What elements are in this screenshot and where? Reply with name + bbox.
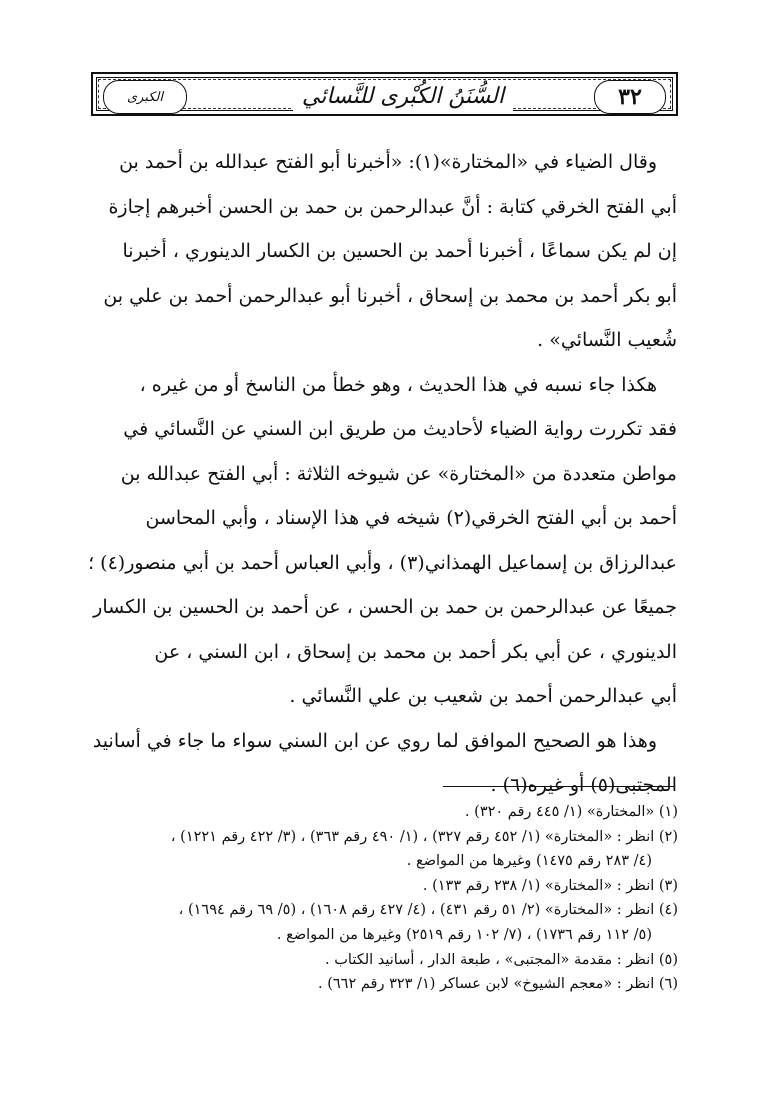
- footnotes: [86, 800, 678, 997]
- footnote-2-cont: (٤/ ٢٨٣ رقم ١٤٧٥) وغيرها من المواضع .: [406, 853, 652, 870]
- paragraph-2: [88, 363, 677, 719]
- text-line: وقال الضياء في «المختارة»(١): «أخبرنا أبو الفتح عبدالله بن أحمد بن: [119, 151, 657, 173]
- running-title: السُّنَنُ الكُبْرى للنَّسائي: [293, 80, 513, 112]
- book-emblem: [103, 80, 187, 114]
- footnote-4-cont: (٥/ ١١٢ رقم ١٧٣٦) ، (٧/ ١٠٢ رقم ٢٥١٩) وغيرها من المواضع .: [276, 926, 652, 943]
- text-line: شُعيب النَّسائي» .: [537, 329, 677, 351]
- footnote-5: (٥) انظر : مقدمة «المجتبى» ، طبعة الدار ، أسانيد الكتاب .: [325, 951, 678, 968]
- text-line: أبو بكر أحمد بن محمد بن إسحاق ، أخبرنا أبو عبدالرحمن أحمد بن علي بن: [103, 284, 677, 307]
- footnote-1: (١) «المختارة» (١/ ٤٤٥ رقم ٣٢٠) .: [464, 804, 678, 820]
- text-line: وهذا هو الصحيح الموافق لما روي عن ابن السني سواء ما جاء في أسانيد: [92, 729, 657, 752]
- text-line: مواطن متعددة من «المختارة» عن شيوخه الثلاثة : أبي الفتح عبدالله بن: [120, 462, 677, 485]
- paragraph-1: [88, 140, 677, 363]
- footnote-4: (٤) انظر : «المختارة» (٢/ ٥١ رقم ٤٣١) ، (٤/ ٤٢٧ رقم ١٦٠٨) ، (٥/ ٦٩ رقم ١٦٩٤) ،: [178, 902, 678, 919]
- text-line: المجتبى(٥) أو غيره(٦) .: [490, 774, 677, 796]
- page-header: [91, 72, 678, 116]
- footnote-2: (٢) انظر : «المختارة» (١/ ٤٥٢ رقم ٣٢٧) ، (١/ ٤٩٠ رقم ٣٦٣) ، (٣/ ٤٢٢ رقم ١٢٢١) ،: [170, 828, 678, 845]
- text-line: عبدالرزاق بن إسماعيل الهمذاني(٣) ، وأبي العباس أحمد بن أبي منصور(٤) ؛: [88, 551, 677, 574]
- page-number: ٣٢: [594, 80, 666, 114]
- text-line: جميعًا عن عبدالرحمن بن حمد بن الحسن ، عن أحمد بن الحسين بن الكسار: [93, 596, 677, 618]
- footnote-3: (٣) انظر : «المختارة» (١/ ٢٣٨ رقم ١٣٣) .: [422, 877, 678, 894]
- text-line: الدينوري ، عن أبي بكر أحمد بن محمد بن إسحاق ، ابن السني ، عن: [154, 640, 677, 663]
- main-text: [88, 140, 677, 808]
- text-line: أبي عبدالرحمن أحمد بن شعيب بن علي النَّسائي .: [289, 685, 677, 707]
- text-line: أحمد بن أبي الفتح الخرقي(٢) شيخه في هذا الإسناد ، وأبي المحاسن: [145, 507, 677, 529]
- text-line: أبي الفتح الخرقي كتابة : أنَّ عبدالرحمن بن حمد بن الحسن أخبرهم إجازة: [108, 195, 677, 218]
- emblem-text: الكبرى: [126, 89, 164, 105]
- text-line: هكذا جاء نسبه في هذا الحديث ، وهو خطأ من الناسخ أو من غيره ،: [139, 373, 657, 396]
- text-line: إن لم يكن سماعًا ، أخبرنا أحمد بن الحسين بن الكسار الدينوري ، أخبرنا: [122, 240, 677, 262]
- footnote-separator: [443, 786, 675, 787]
- paragraph-3: [88, 719, 677, 808]
- text-line: فقد تكررت رواية الضياء لأحاديث من طريق ابن السني عن النَّسائي في: [123, 418, 677, 440]
- footnote-6: (٦) انظر : «معجم الشيوخ» لابن عساكر (١/ ٣٢٣ رقم ٦٦٢) .: [317, 976, 678, 993]
